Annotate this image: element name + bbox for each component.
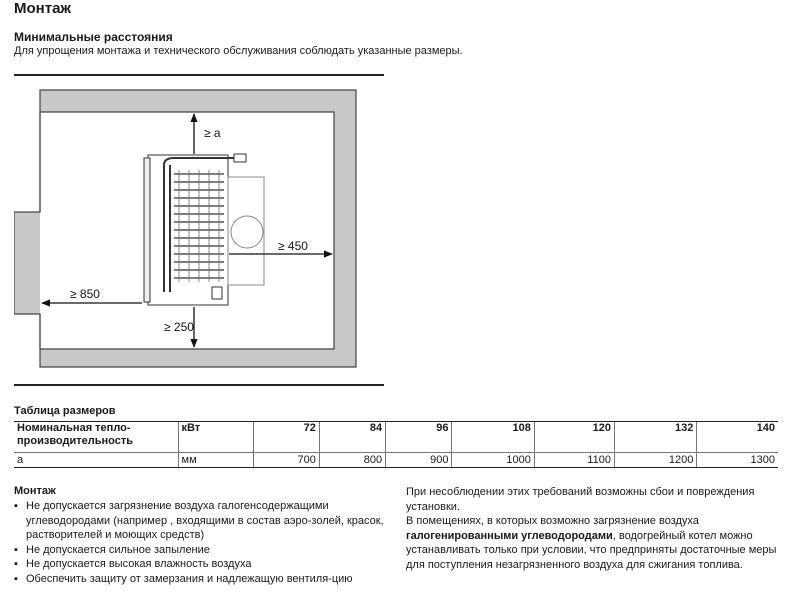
- mounting-heading: Монтаж: [14, 485, 56, 497]
- warning-paragraph-1: При несоблюдении этих требований возможны сбои и повреждения установки.: [406, 486, 755, 513]
- label-bottom: ≥ 250: [164, 320, 194, 334]
- table-cell: 132: [615, 422, 697, 453]
- list-item: ▪ Не допускается высокая влажность воздуха: [14, 557, 392, 572]
- page-title: Монтаж: [14, 0, 72, 17]
- warning-text: [406, 485, 786, 572]
- list-item: ▪ Обеспечить защиту от замерзания и надлежащую вентиля-цию: [14, 572, 392, 587]
- list-item: ▪ Не допускается сильное запыление: [14, 543, 392, 558]
- boiler: [144, 154, 264, 305]
- divider-top: [14, 74, 384, 76]
- table-cell: 72: [253, 422, 319, 453]
- table-cell: 700: [253, 453, 319, 468]
- table-row: [14, 453, 778, 468]
- table-cell: 1200: [615, 453, 697, 468]
- table-caption: Таблица размеров: [14, 405, 116, 417]
- table-cell: 800: [319, 453, 385, 468]
- table-cell: 96: [386, 422, 452, 453]
- clearance-diagram: [14, 82, 394, 382]
- header-unit: кВт: [178, 422, 253, 453]
- warning-paragraph-2: В помещениях, в которых возможно загрязнение воздуха галогенированными углеводородами, водогрейный котел можно устанавливать только при условии, что предприняты достаточные меры для поступления незагрязненного воздуха для сжигания топлива.: [406, 515, 777, 571]
- requirements-list: [14, 499, 392, 586]
- table-cell: 1000: [452, 453, 534, 468]
- table-cell: 84: [319, 422, 385, 453]
- dimensions-table: [14, 421, 778, 468]
- row-unit: мм: [178, 453, 253, 468]
- table-cell: 108: [452, 422, 534, 453]
- section-text: Для упрощения монтажа и технического обслуживания соблюдать указанные размеры.: [14, 45, 463, 57]
- divider-bottom: [14, 384, 384, 386]
- table-cell: 140: [697, 422, 778, 453]
- label-left: ≥ 850: [70, 287, 100, 301]
- label-top: ≥ a: [204, 126, 221, 140]
- section-heading: Минимальные расстояния: [14, 30, 173, 44]
- table-header-row: [14, 422, 778, 453]
- table-cell: 900: [386, 453, 452, 468]
- row-label: a: [14, 453, 178, 468]
- list-item: ▪ Не допускается загрязнение воздуха галогенсодержащими углеводородами (например , входящими в состав аэро-золей, красок, растворителей и моющих средств): [14, 499, 392, 543]
- table-cell: 1100: [534, 453, 614, 468]
- label-right: ≥ 450: [278, 239, 308, 253]
- table-cell: 120: [534, 422, 614, 453]
- header-label: Номинальная тепло- производительность: [14, 422, 178, 453]
- table-cell: 1300: [697, 453, 778, 468]
